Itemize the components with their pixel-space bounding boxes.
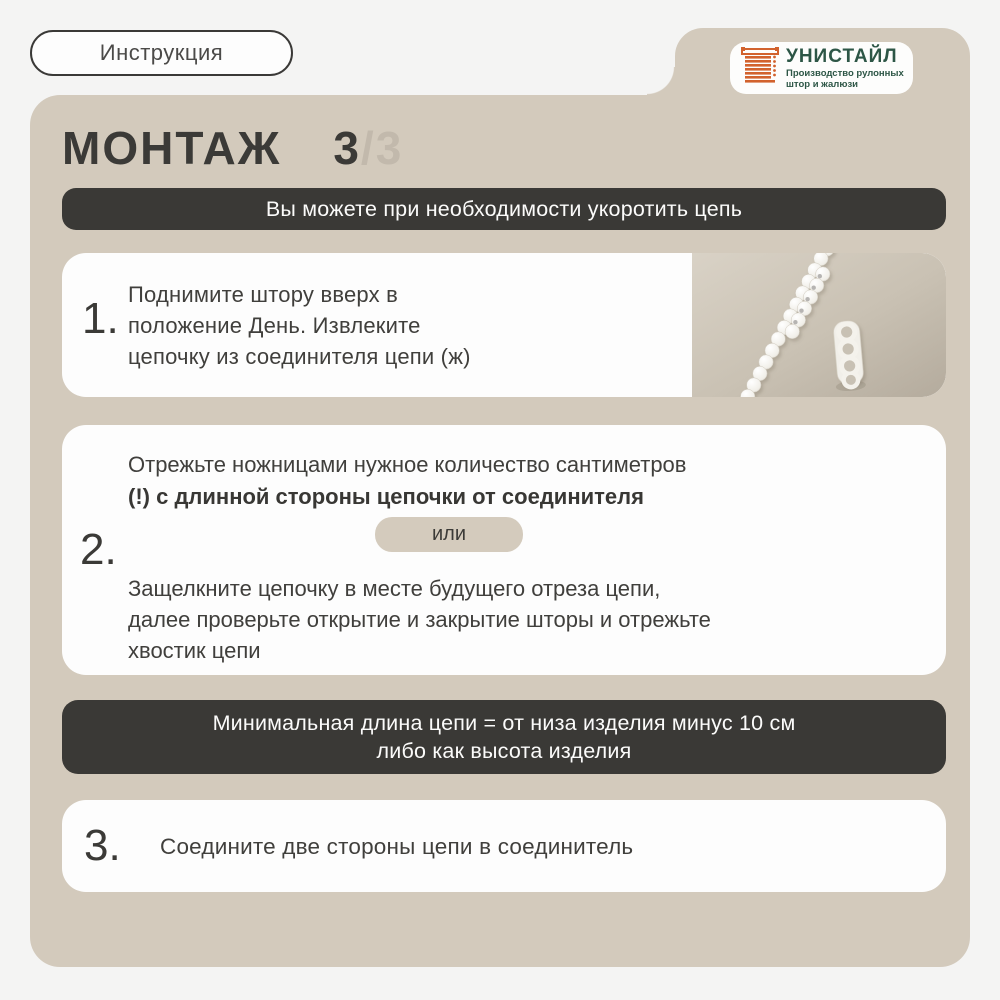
card-fillet-corner (647, 67, 675, 95)
note-banner-middle: Минимальная длина цепи = от низа изделия минус 10 см либо как высота изделия (62, 700, 946, 774)
step-2-option-b: Защелкните цепочку в месте будущего отреза цепи, далее проверьте открытие и закрытие шторы и отрежьте хвостик цепи (128, 576, 711, 663)
page-title-text: МОНТАЖ (62, 122, 282, 174)
page-title (62, 121, 403, 175)
brand-name: УНИСТАЙЛ (786, 45, 898, 67)
brand-logo (730, 42, 913, 94)
page-number-current: 3 (333, 122, 361, 174)
blinds-icon (741, 46, 779, 91)
chain-photo (692, 253, 946, 397)
brand-tagline: Производство рулонных штор и жалюзи (786, 67, 904, 90)
brand-logo-text (786, 47, 904, 90)
instruction-tag-label: Инструкция (99, 40, 224, 65)
step-2-option-a: Отрежьте ножницами нужное количество сантиметров (!) с длинной стороны цепочки от соединителя (128, 452, 687, 509)
note-banner-top: Вы можете при необходимости укоротить цепь (62, 188, 946, 230)
step-1-text: Поднимите штору вверх в положение День. Извлеките цепочку из соединителя цепи (ж) (128, 282, 471, 369)
step-1-card (62, 253, 946, 397)
step-3-text: Соедините две стороны цепи в соединитель (160, 833, 634, 859)
step-2-number: 2. (80, 525, 117, 574)
instruction-tag (30, 30, 293, 76)
step-3-number: 3. (84, 821, 121, 870)
or-divider-pill: или (375, 517, 523, 552)
page-number-total: /3 (360, 122, 404, 174)
step-2-card (62, 425, 946, 675)
step-3-card (62, 800, 946, 892)
step-1-number: 1. (82, 294, 119, 343)
